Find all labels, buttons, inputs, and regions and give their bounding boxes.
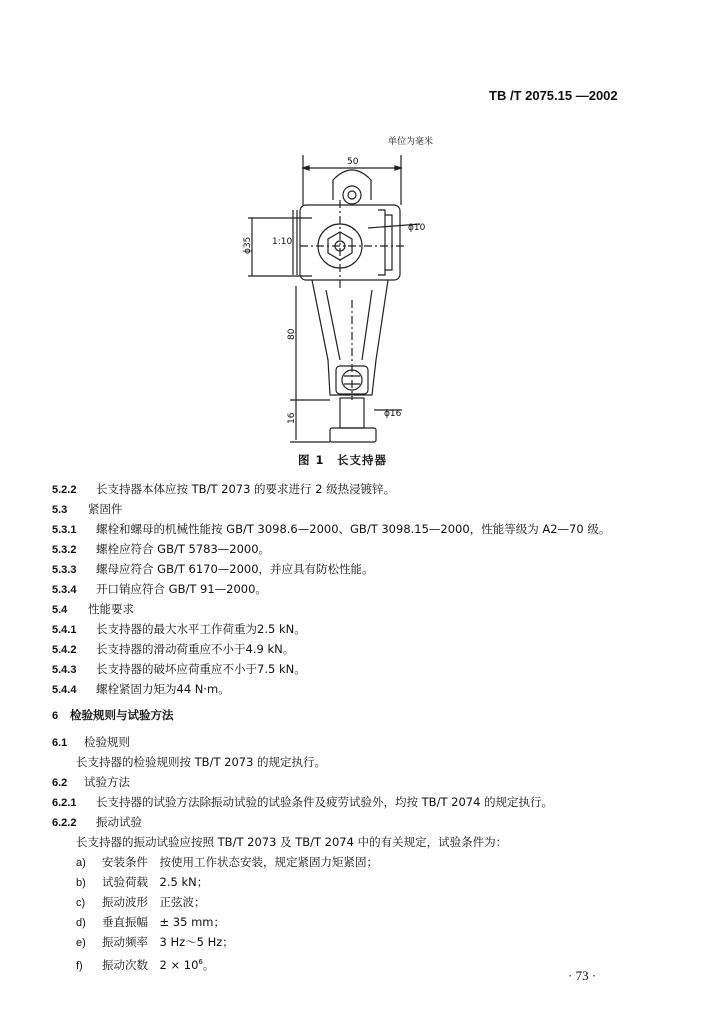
clause-5-3: 5.3 紧固件 xyxy=(52,502,123,516)
clause-5-2-2: 5.2.2 长支持器本体应按 TB/T 2073 的要求进行 2 级热浸镀锌。 xyxy=(52,482,396,496)
page-number: · 73 · xyxy=(568,968,597,983)
condition-b: b) 试验荷载 2.5 kN； xyxy=(76,875,209,889)
clause-5-3-4: 5.3.4 开口销应符合 GB/T 91—2000。 xyxy=(52,582,267,596)
clause-5-3-3: 5.3.3 螺母应符合 GB/T 6170—2000，并应具有防松性能。 xyxy=(52,562,374,576)
section-6-heading: 6 检验规则与试验方法 xyxy=(52,708,174,722)
clause-5-4-1: 5.4.1 长支持器的最大水平工作荷重为2.5 kN。 xyxy=(52,622,306,636)
unit-note: 单位为毫米 xyxy=(388,137,434,147)
clause-5-4: 5.4 性能要求 xyxy=(52,602,134,616)
dim-ratio: 1:10 xyxy=(272,237,293,247)
condition-a: a) 安装条件 按使用工作状态安装，规定紧固力矩紧固； xyxy=(76,855,378,869)
dim-dia-35: ϕ35 xyxy=(243,236,253,254)
dim-dia-16: ϕ16 xyxy=(384,409,402,419)
clause-6-1: 6.1 检验规则 xyxy=(52,735,130,749)
clause-5-4-2: 5.4.2 长支持器的滑动荷重应不小于4.9 kN。 xyxy=(52,642,295,656)
condition-f: f) 振动次数 $2 \times 10^6$。 xyxy=(76,957,215,972)
dim-dia-10: ϕ10 xyxy=(408,223,426,233)
figure-caption: 图 1 长支持器 xyxy=(298,453,388,467)
condition-c: c) 振动波形 正弦波； xyxy=(76,895,206,909)
clause-6-1-text: 长支持器的检验规则按 TB/T 2073 的规定执行。 xyxy=(76,755,327,769)
standard-code: TB /T 2075.15 —2002 xyxy=(489,88,618,103)
clause-6-2-2: 6.2.2 振动试验 xyxy=(52,815,142,829)
clause-5-4-3: 5.4.3 长支持器的破坏应荷重应不小于7.5 kN。 xyxy=(52,662,306,676)
clause-5-3-1: 5.3.1 螺栓和螺母的机械性能按 GB/T 3098.6—2000、GB/T 3098.15—2000，性能等级为 A2—70 级。 xyxy=(52,522,611,536)
clause-6-2-2-text: 长支持器的振动试验应按照 TB/T 2073 及 TB/T 2074 中的有关规定，试验条件为： xyxy=(76,835,508,849)
dim-width-top: 50 xyxy=(347,157,359,167)
dim-length-80: 80 xyxy=(287,328,297,340)
clause-6-2-1: 6.2.1 长支持器的试验方法除振动试验的试验条件及疲劳试验外，均按 TB/T 2074 的规定执行。 xyxy=(52,795,554,809)
clause-5-3-2: 5.3.2 螺栓应符合 GB/T 5783—2000。 xyxy=(52,542,271,556)
condition-d: d) 垂直振幅 ± 35 mm； xyxy=(76,915,225,929)
clause-6-2: 6.2 试验方法 xyxy=(52,775,130,789)
dim-length-16: 16 xyxy=(287,412,297,424)
technical-drawing xyxy=(0,0,725,460)
clause-5-4-4: 5.4.4 螺栓紧固力矩为44 N·m。 xyxy=(52,682,230,696)
condition-e: e) 振动频率 3 Hz～5 Hz； xyxy=(76,935,234,949)
